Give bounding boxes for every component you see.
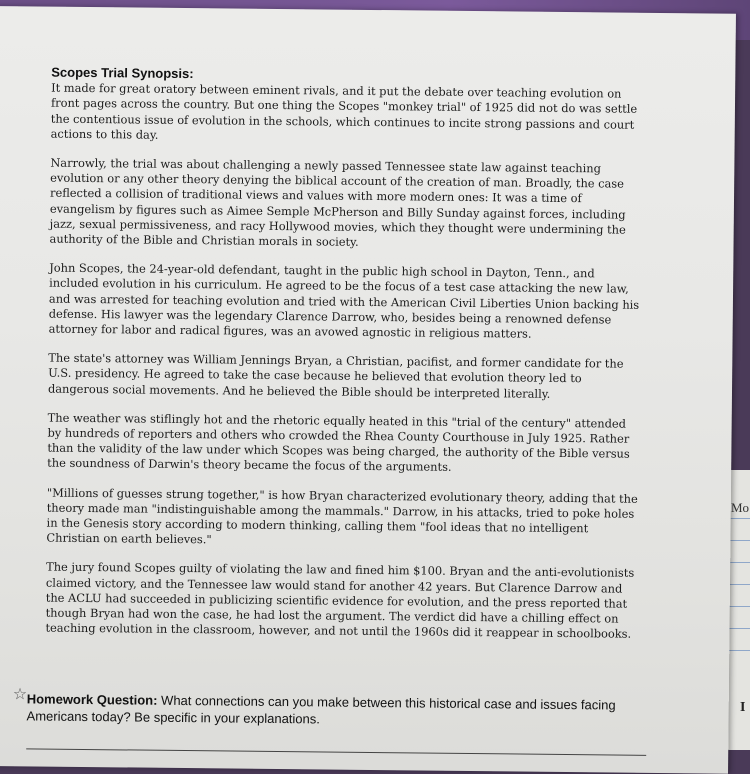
paragraph: John Scopes, the 24-year-old defendant, taught in the public high school in Dayton, Tenn., and included evolution in his curriculum. He agreed to be the focus of a test case attacking the new law, and was arrested for teaching evolution and tried with the American Civil Liberties Union backing his defense. His lawyer was the legendary Clarence Darrow, who, besides being a renowned defense attorney for labor and radical figures, was an avowed agnostic in religious matters. <box>48 260 640 341</box>
synopsis-body <box>45 65 645 657</box>
paragraph: It made for great oratory between eminent rivals, and it put the debate over teaching evolution on front pages across the country. But one thing the Scopes "monkey trial" of 1925 did not do was settle the contentious issue of evolution in the schools, which continues to incite strong passions and court actions to this day. <box>50 80 638 142</box>
document-title: Scopes Trial Synopsis: <box>51 64 194 82</box>
adjacent-sheet-rule <box>728 518 750 519</box>
adjacent-sheet-rule <box>728 650 750 651</box>
paragraph: "Millions of guesses strung together," is how Bryan characterized evolutionary theory, adding that the theory made man "indistinguishable among the mammals." Darrow, in his attacks, tried to poke holes in the Genesis story according to modern thinking, calling them "fool ideas that no intelligent Christian on earth believes." <box>46 485 638 547</box>
paragraph: Narrowly, the trial was about challenging a newly passed Tennessee state law against teaching evolution or any other theory denying the biblical account of the creation of man. Broadly, the case reflected a collision of traditional views and values with more modern ones: It was a time of evangelism by figures such as Aimee Semple McPherson and Billy Sunday against forces, including jazz, sexual permissiveness, and racy Hollywood movies, which they thought were undermining the authority of the Bible and Christian morals in society. <box>49 155 626 249</box>
adjacent-sheet-rule <box>728 606 750 607</box>
adjacent-sheet-text: Mo <box>731 500 750 515</box>
document-page <box>0 6 736 774</box>
adjacent-sheet-rule <box>728 628 750 629</box>
homework-text: What connections can you make between this historical case and issues facing Americans today? Be specific in your explanations. <box>26 692 616 727</box>
star-icon: ☆ <box>12 686 28 704</box>
homework-label: Homework Question: <box>26 691 158 708</box>
adjacent-sheet-text-2: I <box>740 700 746 715</box>
adjacent-sheet-rule <box>728 584 750 585</box>
paragraph: The weather was stiflingly hot and the rhetoric equally heated in this "trial of the century" attended by hundreds of reporters and others who crowded the Rhea County Courthouse in July 1925. Rather than the validity of the law under which Scopes was being charged, the authority of the Bible versus the soundness of Darwin's theory became the focus of the arguments. <box>47 410 630 475</box>
paragraph: The state's attorney was William Jennings Bryan, a Christian, pacifist, and former candidate for the U.S. presidency. He agreed to take the case because he believed that evolution theory led to dangerous social movements. And he believed the Bible should be interpreted literally. <box>47 350 624 401</box>
adjacent-sheet-rule <box>728 562 750 563</box>
paragraph: The jury found Scopes guilty of violating the law and fined him $100. Bryan and the anti-evolutionists claimed victory, and the Tennessee law would stand for another 42 years. But Clarence Darrow and the ACLU had succeeded in publicizing scientific evidence for evolution, and the press reported that though Bryan had won the case, he had lost the argument. The verdict did have a chilling effect on teaching evolution in the classroom, however, and not until the 1960s did it reappear in schoolbooks. <box>45 560 635 642</box>
homework-question <box>12 686 626 730</box>
adjacent-sheet-rule <box>728 540 750 541</box>
